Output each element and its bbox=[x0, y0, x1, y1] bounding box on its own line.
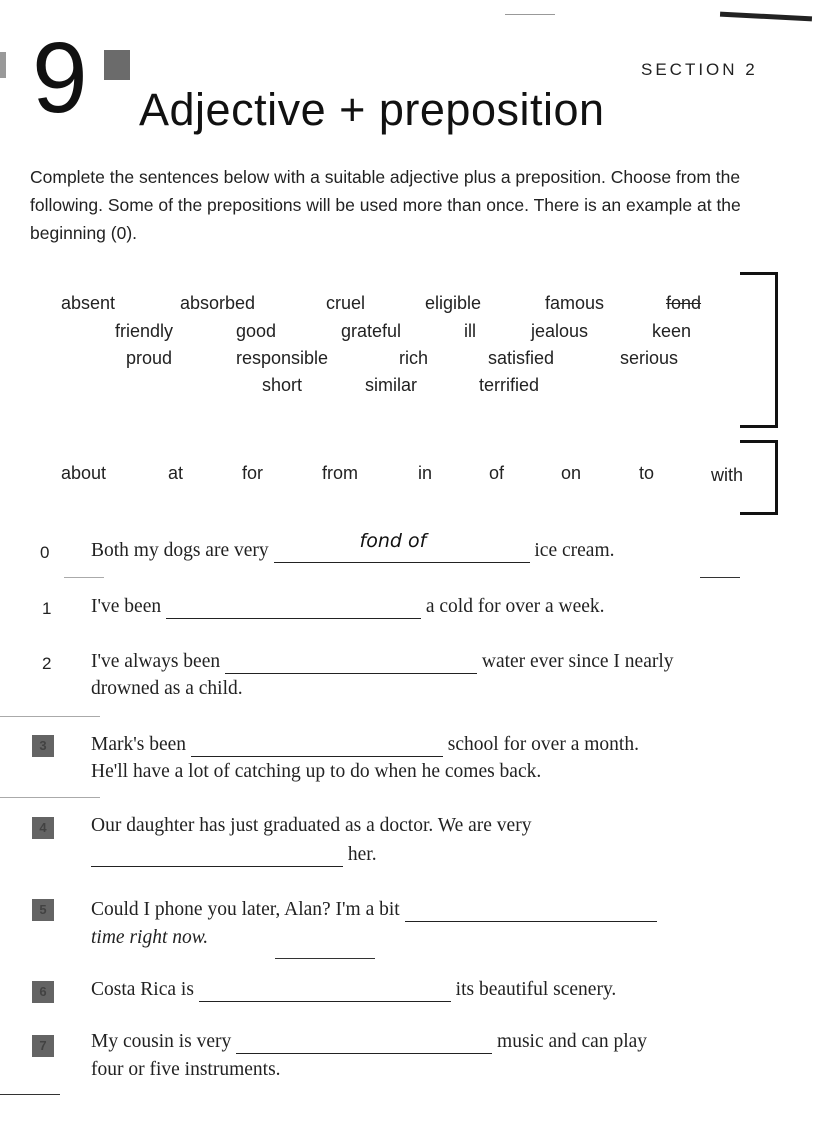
prep-on: on bbox=[561, 463, 582, 483]
word-jealous: jealous bbox=[531, 321, 589, 341]
scan-mark-top-right bbox=[720, 12, 812, 22]
exercise-1-blank[interactable] bbox=[166, 596, 421, 619]
preposition-box-bracket bbox=[740, 440, 778, 515]
exercise-number-1: 1 bbox=[42, 599, 52, 618]
stray-line bbox=[275, 958, 375, 959]
exercise-number-6: 6 bbox=[32, 981, 54, 1003]
exercise-4-after: her. bbox=[347, 844, 377, 865]
exercise-0 bbox=[91, 530, 615, 563]
exercise-0-blank bbox=[274, 530, 530, 563]
exercise-2-line2: drowned as a child. bbox=[91, 678, 243, 699]
exercise-6-blank[interactable] bbox=[199, 979, 451, 1002]
word-responsible: responsible bbox=[236, 348, 329, 368]
page-title: Adjective + preposition bbox=[139, 84, 605, 135]
word-absorbed: absorbed bbox=[180, 293, 256, 313]
exercise-2 bbox=[91, 651, 674, 674]
word-absent: absent bbox=[61, 293, 116, 313]
exercise-7-before: My cousin is very bbox=[91, 1031, 232, 1052]
instructions: Complete the sentences below with a suitable adjective plus a preposition. Choose from the following. Some of the prepositions will be used more than once. There is an example at the beginning (0). bbox=[30, 167, 741, 243]
exercise-number-0: 0 bbox=[40, 543, 50, 562]
exercise-7-blank[interactable] bbox=[236, 1031, 492, 1054]
exercise-0-before: Both my dogs are very bbox=[91, 540, 269, 561]
exercise-2-after: water ever since I nearly bbox=[481, 651, 674, 672]
prep-in: in bbox=[418, 463, 433, 483]
exercise-2-blank[interactable] bbox=[225, 651, 477, 674]
unit-number: 9 bbox=[32, 22, 88, 134]
word-good: good bbox=[236, 321, 277, 341]
exercise-1-before: I've been bbox=[91, 596, 162, 617]
exercise-number-3: 3 bbox=[32, 735, 54, 757]
exercise-4-blank[interactable] bbox=[91, 844, 343, 867]
word-famous: famous bbox=[545, 293, 605, 313]
section-label: SECTION 2 bbox=[641, 60, 758, 79]
scan-speck bbox=[0, 797, 100, 798]
word-serious: serious bbox=[620, 348, 679, 368]
scan-speck bbox=[64, 577, 104, 578]
exercise-0-answer: fond of bbox=[359, 530, 427, 552]
exercise-6-after: its beautiful scenery. bbox=[455, 979, 617, 1000]
word-eligible: eligible bbox=[425, 293, 482, 313]
exercise-5-line2: time right now. bbox=[91, 927, 209, 948]
prep-at: at bbox=[168, 463, 184, 483]
exercise-7 bbox=[91, 1031, 647, 1054]
prep-from: from bbox=[322, 463, 358, 483]
word-fond-struck: fond bbox=[666, 293, 702, 313]
exercise-3-line2: He'll have a lot of catching up to do when he comes back. bbox=[91, 761, 542, 782]
exercise-6 bbox=[91, 979, 616, 1002]
word-terrified: terrified bbox=[479, 375, 540, 395]
exercise-number-4: 4 bbox=[32, 817, 54, 839]
word-proud: proud bbox=[126, 348, 173, 368]
scan-speck bbox=[0, 716, 100, 717]
word-grateful: grateful bbox=[341, 321, 402, 341]
exercise-1 bbox=[91, 596, 605, 619]
exercise-4 bbox=[91, 844, 377, 867]
prep-for: for bbox=[242, 463, 264, 483]
exercise-5-blank[interactable] bbox=[405, 899, 657, 922]
exercise-3-after: school for over a month. bbox=[447, 734, 639, 755]
exercise-5-before: Could I phone you later, Alan? I'm a bit bbox=[91, 899, 400, 920]
exercise-number-5: 5 bbox=[32, 899, 54, 921]
scan-speck bbox=[0, 1094, 60, 1095]
exercise-number-2: 2 bbox=[42, 654, 52, 673]
unit-number-shade bbox=[104, 50, 130, 80]
prep-with: with bbox=[711, 465, 744, 485]
prep-about: about bbox=[61, 463, 107, 483]
adjective-box-bracket bbox=[740, 272, 778, 428]
exercise-6-before: Costa Rica is bbox=[91, 979, 194, 1000]
exercise-4-line1: Our daughter has just graduated as a doctor. We are very bbox=[91, 815, 532, 836]
prep-to: to bbox=[639, 463, 655, 483]
word-similar: similar bbox=[365, 375, 417, 395]
exercise-7-line2: four or five instruments. bbox=[91, 1059, 281, 1080]
exercise-3-blank[interactable] bbox=[191, 734, 443, 757]
word-satisfied: satisfied bbox=[488, 348, 555, 368]
scan-speck bbox=[700, 577, 740, 578]
exercise-5 bbox=[91, 899, 657, 922]
prep-of: of bbox=[489, 463, 505, 483]
word-short: short bbox=[262, 375, 303, 395]
word-ill: ill bbox=[464, 321, 476, 341]
word-rich: rich bbox=[399, 348, 429, 368]
exercise-7-after: music and can play bbox=[497, 1031, 648, 1052]
exercise-3-before: Mark's been bbox=[91, 734, 187, 755]
exercise-3 bbox=[91, 734, 639, 757]
exercise-number-7: 7 bbox=[32, 1035, 54, 1057]
exercise-2-before: I've always been bbox=[91, 651, 221, 672]
word-friendly: friendly bbox=[115, 321, 174, 341]
scan-line-top bbox=[505, 14, 555, 15]
exercise-0-after: ice cream. bbox=[534, 540, 615, 561]
word-keen: keen bbox=[652, 321, 692, 341]
scan-mark-left bbox=[0, 52, 6, 78]
exercise-1-after: a cold for over a week. bbox=[425, 596, 605, 617]
word-cruel: cruel bbox=[326, 293, 366, 313]
